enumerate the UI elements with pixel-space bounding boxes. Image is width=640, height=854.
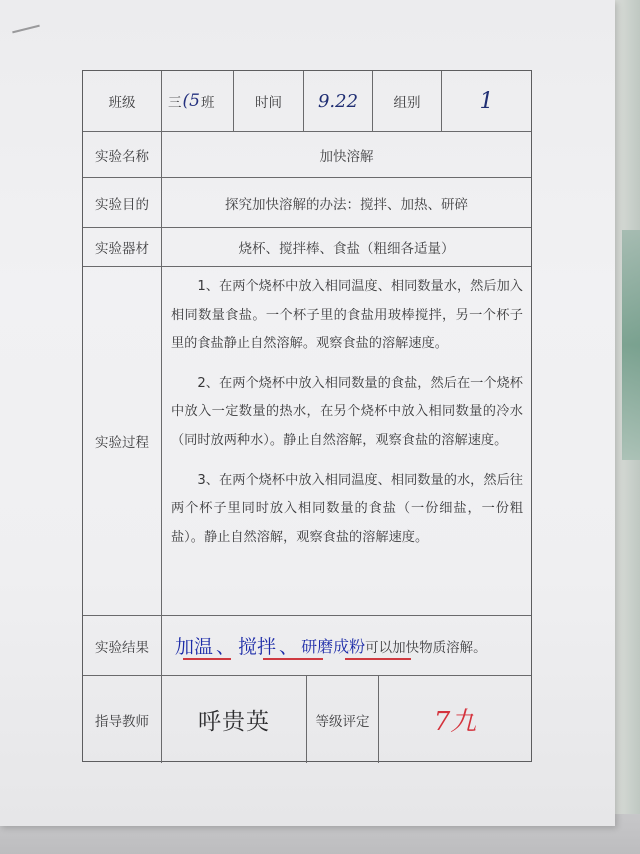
class-cell bbox=[161, 71, 233, 131]
class-prefix: 三 bbox=[168, 95, 182, 111]
background-green-object bbox=[622, 230, 640, 460]
process-step-3: 3、在两个烧杯中放入相同温度、相同数量的水，然后往两个杯子里同时放入相同数量的食盐（一份细盐，一份粗盐）。静止自然溶解，观察食盐的溶解速度。 bbox=[171, 472, 523, 545]
experiment-process-text bbox=[171, 273, 523, 552]
red-underline-2 bbox=[263, 658, 323, 660]
experiment-record-form bbox=[82, 70, 532, 762]
result-printed-suffix: 可以加快物质溶解。 bbox=[365, 639, 487, 656]
experiment-process-label: 实验过程 bbox=[95, 435, 149, 451]
experiment-result-label: 实验结果 bbox=[95, 639, 149, 656]
result-separator-1: 、 bbox=[216, 636, 236, 658]
group-handwritten: 1 bbox=[479, 88, 494, 114]
teacher-signature: 呼贵英 bbox=[198, 709, 270, 735]
experiment-purpose-value: 探究加快溶解的办法：搅拌、加热、研碎 bbox=[161, 178, 531, 227]
experiment-process-row bbox=[83, 267, 531, 616]
time-value bbox=[303, 71, 372, 131]
result-separator-2: 、 bbox=[279, 636, 299, 658]
experiment-purpose-row bbox=[83, 178, 531, 228]
time-label: 时间 bbox=[233, 71, 303, 131]
grade-value-cell bbox=[378, 676, 531, 763]
experiment-result-text bbox=[175, 616, 527, 675]
pen-mark bbox=[12, 25, 40, 34]
experiment-name-row bbox=[83, 132, 531, 178]
red-underline-1 bbox=[183, 658, 231, 660]
teacher-signature-cell bbox=[161, 676, 306, 763]
header-row bbox=[83, 71, 531, 132]
experiment-name-label: 实验名称 bbox=[95, 148, 149, 165]
teacher-label: 指导教师 bbox=[95, 713, 149, 730]
experiment-materials-row bbox=[83, 228, 531, 267]
red-underline-3 bbox=[345, 658, 411, 660]
process-step-2: 2、在两个烧杯中放入相同数量的食盐，然后在一个烧杯中放入一定数量的热水，在另个烧杯中放入相同数量的冷水（同时放两种水）。静止自然溶解，观察食盐的溶解速度。 bbox=[171, 375, 523, 448]
experiment-purpose-label: 实验目的 bbox=[95, 196, 149, 213]
result-handwritten-grinding: 研磨成粉 bbox=[301, 637, 366, 656]
experiment-materials-value: 烧杯、搅拌棒、食盐（粗细各适量） bbox=[161, 228, 531, 266]
result-handwritten-stirring: 搅拌 bbox=[238, 636, 277, 658]
grade-handwritten: 7九 bbox=[433, 707, 477, 737]
result-handwritten-heating: 加温 bbox=[175, 636, 214, 658]
class-suffix: 班 bbox=[200, 95, 215, 111]
class-number-handwritten: (5 bbox=[182, 91, 200, 111]
experiment-result-row bbox=[83, 616, 531, 676]
class-label: 班级 bbox=[108, 95, 136, 111]
process-step-1: 1、在两个烧杯中放入相同温度、相同数量水，然后加入相同数量食盐。一个杯子里的食盐用玻棒搅拌，另一个杯子里的食盐静止自然溶解。观察食盐的溶解速度。 bbox=[171, 279, 523, 352]
teacher-row bbox=[83, 676, 531, 763]
experiment-name-value: 加快溶解 bbox=[161, 132, 531, 177]
group-value bbox=[441, 71, 531, 131]
grade-label: 等级评定 bbox=[306, 676, 378, 763]
group-label: 组别 bbox=[372, 71, 441, 131]
experiment-materials-label: 实验器材 bbox=[95, 241, 149, 257]
time-handwritten: 9.22 bbox=[317, 90, 359, 112]
